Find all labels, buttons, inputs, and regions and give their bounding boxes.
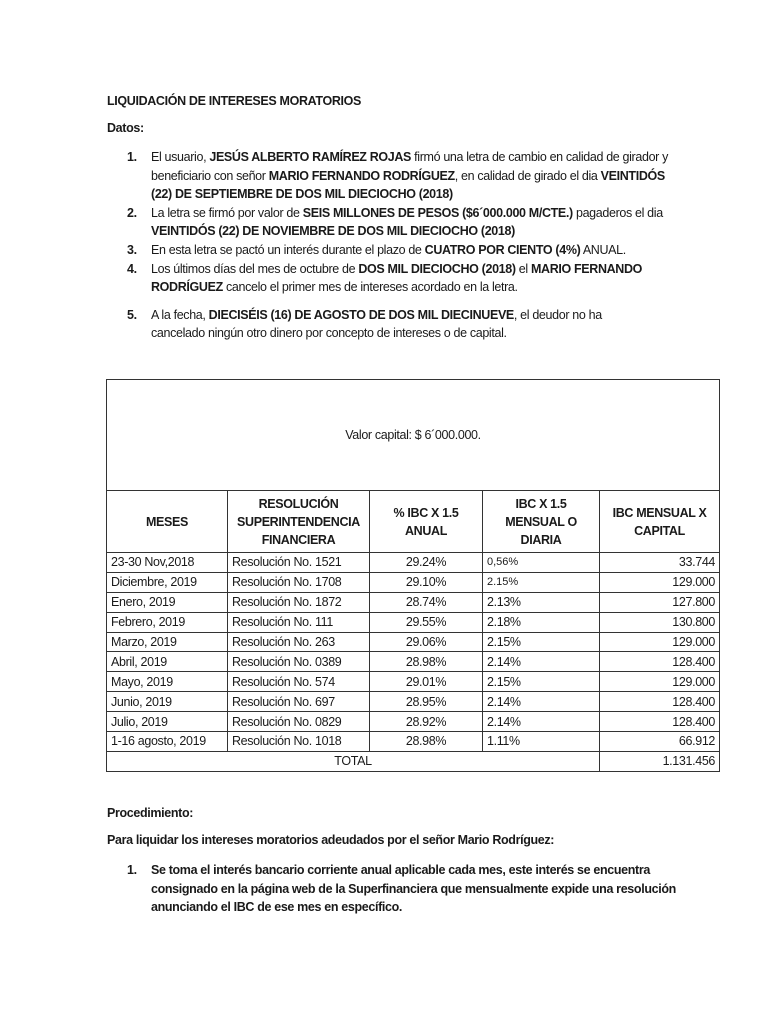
cell-ibc-anual: 28.98% bbox=[370, 652, 483, 672]
text-run: , el deudor no ha cancelado ningún otro dinero por concepto de intereses o de capital. bbox=[151, 307, 602, 341]
cell-ibc-mensual: 2.15% bbox=[483, 632, 600, 652]
cell-ibc-mensual: 2.14% bbox=[483, 692, 600, 712]
table-row bbox=[107, 572, 720, 592]
table-row bbox=[107, 652, 720, 672]
text-run: Los últimos días del mes de octubre de bbox=[151, 261, 359, 276]
cell-ibc-anual: 28.92% bbox=[370, 712, 483, 732]
text-run: La letra se firmó por valor de bbox=[151, 205, 303, 220]
bold-text-run: MARIO FERNANDO RODRÍGUEZ bbox=[151, 261, 643, 295]
bold-text-run: JESÚS ALBERTO RAMÍREZ ROJAS bbox=[209, 150, 412, 164]
cell-mes: Febrero, 2019 bbox=[107, 612, 228, 632]
cell-resolucion: Resolución No. 697 bbox=[228, 692, 370, 712]
list-number: 5. bbox=[127, 307, 137, 322]
datos-item-text bbox=[151, 262, 642, 295]
cell-mes: Diciembre, 2019 bbox=[107, 572, 228, 592]
table-body bbox=[107, 553, 720, 752]
datos-item-text bbox=[151, 206, 663, 239]
col-header-meses: MESES bbox=[107, 491, 228, 553]
col-header-ibc-mensual: IBC X 1.5 MENSUAL O DIARIA bbox=[483, 491, 600, 553]
cell-ibc-capital: 130.800 bbox=[600, 612, 720, 632]
list-number: 3. bbox=[127, 242, 137, 257]
table-row bbox=[107, 672, 720, 692]
cell-ibc-capital: 127.800 bbox=[600, 592, 720, 612]
cell-ibc-mensual bbox=[483, 553, 600, 573]
col-header-ibc-capital: IBC MENSUAL X CAPITAL bbox=[600, 491, 720, 553]
procedimiento-item-text bbox=[151, 863, 676, 914]
cell-ibc-mensual: 2.14% bbox=[483, 712, 600, 732]
cell-mes: 1-16 agosto, 2019 bbox=[107, 732, 228, 752]
cell-mes: 23-30 Nov,2018 bbox=[107, 553, 228, 573]
datos-list bbox=[107, 148, 687, 343]
document-title: LIQUIDACIÓN DE INTERESES MORATORIOS bbox=[107, 94, 361, 108]
table-row bbox=[107, 632, 720, 652]
total-value: 1.131.456 bbox=[600, 751, 720, 771]
capital-value-cell: Valor capital: $ 6´000.000. bbox=[107, 380, 720, 491]
list-number: 1. bbox=[127, 150, 137, 164]
cell-resolucion: Resolución No. 1018 bbox=[228, 732, 370, 752]
datos-item-5 bbox=[107, 306, 687, 343]
cell-ibc-capital: 128.400 bbox=[600, 712, 720, 732]
table-header-row bbox=[107, 491, 720, 553]
cell-ibc-anual: 29.06% bbox=[370, 632, 483, 652]
table-row bbox=[107, 612, 720, 632]
cell-resolucion: Resolución No. 0389 bbox=[228, 652, 370, 672]
datos-item-2 bbox=[107, 204, 687, 241]
table-row bbox=[107, 553, 720, 573]
text-run: , en calidad de girado el dia bbox=[454, 168, 601, 183]
cell-mes: Junio, 2019 bbox=[107, 692, 228, 712]
cell-mes: Julio, 2019 bbox=[107, 712, 228, 732]
bold-text-run: Se toma el interés bancario corriente anual aplicable cada mes, este interés se encuentra consignado en la página web de la Superfinanciera que mensualmente expide una resolución anunciando el IBC de ese mes en específico. bbox=[151, 863, 676, 915]
text-run: A la fecha, bbox=[151, 307, 209, 322]
liquidacion-table bbox=[106, 379, 720, 772]
cell-ibc-anual: 29.10% bbox=[370, 572, 483, 592]
datos-item-text bbox=[151, 243, 626, 257]
datos-item-1 bbox=[107, 148, 687, 204]
table-row bbox=[107, 592, 720, 612]
cell-mes: Marzo, 2019 bbox=[107, 632, 228, 652]
list-number: 1. bbox=[127, 863, 137, 877]
cell-ibc-capital: 129.000 bbox=[600, 572, 720, 592]
cell-ibc-capital: 128.400 bbox=[600, 652, 720, 672]
datos-item-4 bbox=[107, 260, 687, 297]
bold-text-run: SEIS MILLONES DE PESOS ($6´000.000 M/CTE.) bbox=[302, 205, 573, 220]
cell-ibc-capital: 128.400 bbox=[600, 692, 720, 712]
cell-mes: Enero, 2019 bbox=[107, 592, 228, 612]
cell-ibc-mensual-text: 0,56% bbox=[487, 556, 519, 569]
cell-resolucion: Resolución No. 263 bbox=[228, 632, 370, 652]
text-run: cancelo el primer mes de intereses acordado en la letra. bbox=[222, 280, 518, 295]
list-number: 2. bbox=[127, 205, 137, 220]
cell-ibc-mensual bbox=[483, 572, 600, 592]
cell-resolucion: Resolución No. 1521 bbox=[228, 553, 370, 573]
table-row bbox=[107, 692, 720, 712]
bold-text-run: VEINTIDÓS (22) DE NOVIEMBRE DE DOS MIL DIECIOCHO (2018) bbox=[151, 224, 515, 239]
text-run: En esta letra se pactó un interés durante el plazo de bbox=[151, 242, 425, 257]
cell-ibc-mensual-text: 2.15% bbox=[487, 576, 519, 589]
cell-ibc-capital: 33.744 bbox=[600, 553, 720, 573]
text-run: ANUAL. bbox=[580, 242, 626, 257]
cell-ibc-mensual: 2.14% bbox=[483, 652, 600, 672]
table-row bbox=[107, 732, 720, 752]
datos-item-text bbox=[151, 150, 668, 201]
cell-mes: Mayo, 2019 bbox=[107, 672, 228, 692]
cell-ibc-mensual: 2.18% bbox=[483, 612, 600, 632]
cell-resolucion: Resolución No. 574 bbox=[228, 672, 370, 692]
cell-resolucion: Resolución No. 1708 bbox=[228, 572, 370, 592]
cell-resolucion: Resolución No. 0829 bbox=[228, 712, 370, 732]
table-total-row bbox=[107, 751, 720, 771]
procedimiento-list bbox=[107, 861, 687, 917]
total-label: TOTAL bbox=[107, 751, 600, 771]
procedimiento-intro: Para liquidar los intereses moratorios adeudados por el señor Mario Rodríguez: bbox=[107, 833, 555, 847]
col-header-ibc-anual: % IBC X 1.5 ANUAL bbox=[370, 491, 483, 553]
cell-ibc-mensual: 2.13% bbox=[483, 592, 600, 612]
cell-ibc-mensual: 2.15% bbox=[483, 672, 600, 692]
cell-ibc-anual: 29.55% bbox=[370, 612, 483, 632]
table-row bbox=[107, 712, 720, 732]
datos-item-3 bbox=[107, 241, 687, 260]
datos-label: Datos: bbox=[107, 121, 144, 135]
procedimiento-label: Procedimiento: bbox=[107, 806, 194, 820]
text-run: el bbox=[515, 261, 531, 276]
cell-resolucion: Resolución No. 111 bbox=[228, 612, 370, 632]
bold-text-run: MARIO FERNANDO RODRÍGUEZ bbox=[268, 168, 455, 183]
cell-ibc-anual: 29.24% bbox=[370, 553, 483, 573]
cell-mes: Abril, 2019 bbox=[107, 652, 228, 672]
cell-resolucion: Resolución No. 1872 bbox=[228, 592, 370, 612]
bold-text-run: VEINTIDÓS (22) DE SEPTIEMBRE DE DOS MIL DIECIOCHO (2018) bbox=[151, 168, 665, 202]
cell-ibc-mensual: 1.11% bbox=[483, 732, 600, 752]
text-run: El usuario, bbox=[151, 150, 210, 164]
cell-ibc-capital: 129.000 bbox=[600, 632, 720, 652]
col-header-resolucion: RESOLUCIÓN SUPERINTENDENCIA FINANCIERA bbox=[228, 491, 370, 553]
list-number: 4. bbox=[127, 261, 137, 276]
bold-text-run: DOS MIL DIECIOCHO (2018) bbox=[358, 261, 516, 276]
text-run: firmó una letra de cambio en calidad de girador y beneficiario con señor bbox=[151, 150, 669, 183]
bold-text-run: DIECISÉIS (16) DE AGOSTO DE DOS MIL DIECINUEVE bbox=[208, 307, 514, 322]
cell-ibc-capital: 66.912 bbox=[600, 732, 720, 752]
cell-ibc-anual: 28.98% bbox=[370, 732, 483, 752]
bold-text-run: CUATRO POR CIENTO (4%) bbox=[424, 242, 581, 257]
procedimiento-item-1 bbox=[107, 861, 687, 917]
cell-ibc-capital: 129.000 bbox=[600, 672, 720, 692]
datos-item-text bbox=[151, 308, 602, 341]
text-run: pagaderos el dia bbox=[572, 205, 663, 220]
cell-ibc-anual: 28.74% bbox=[370, 592, 483, 612]
cell-ibc-anual: 29.01% bbox=[370, 672, 483, 692]
cell-ibc-anual: 28.95% bbox=[370, 692, 483, 712]
